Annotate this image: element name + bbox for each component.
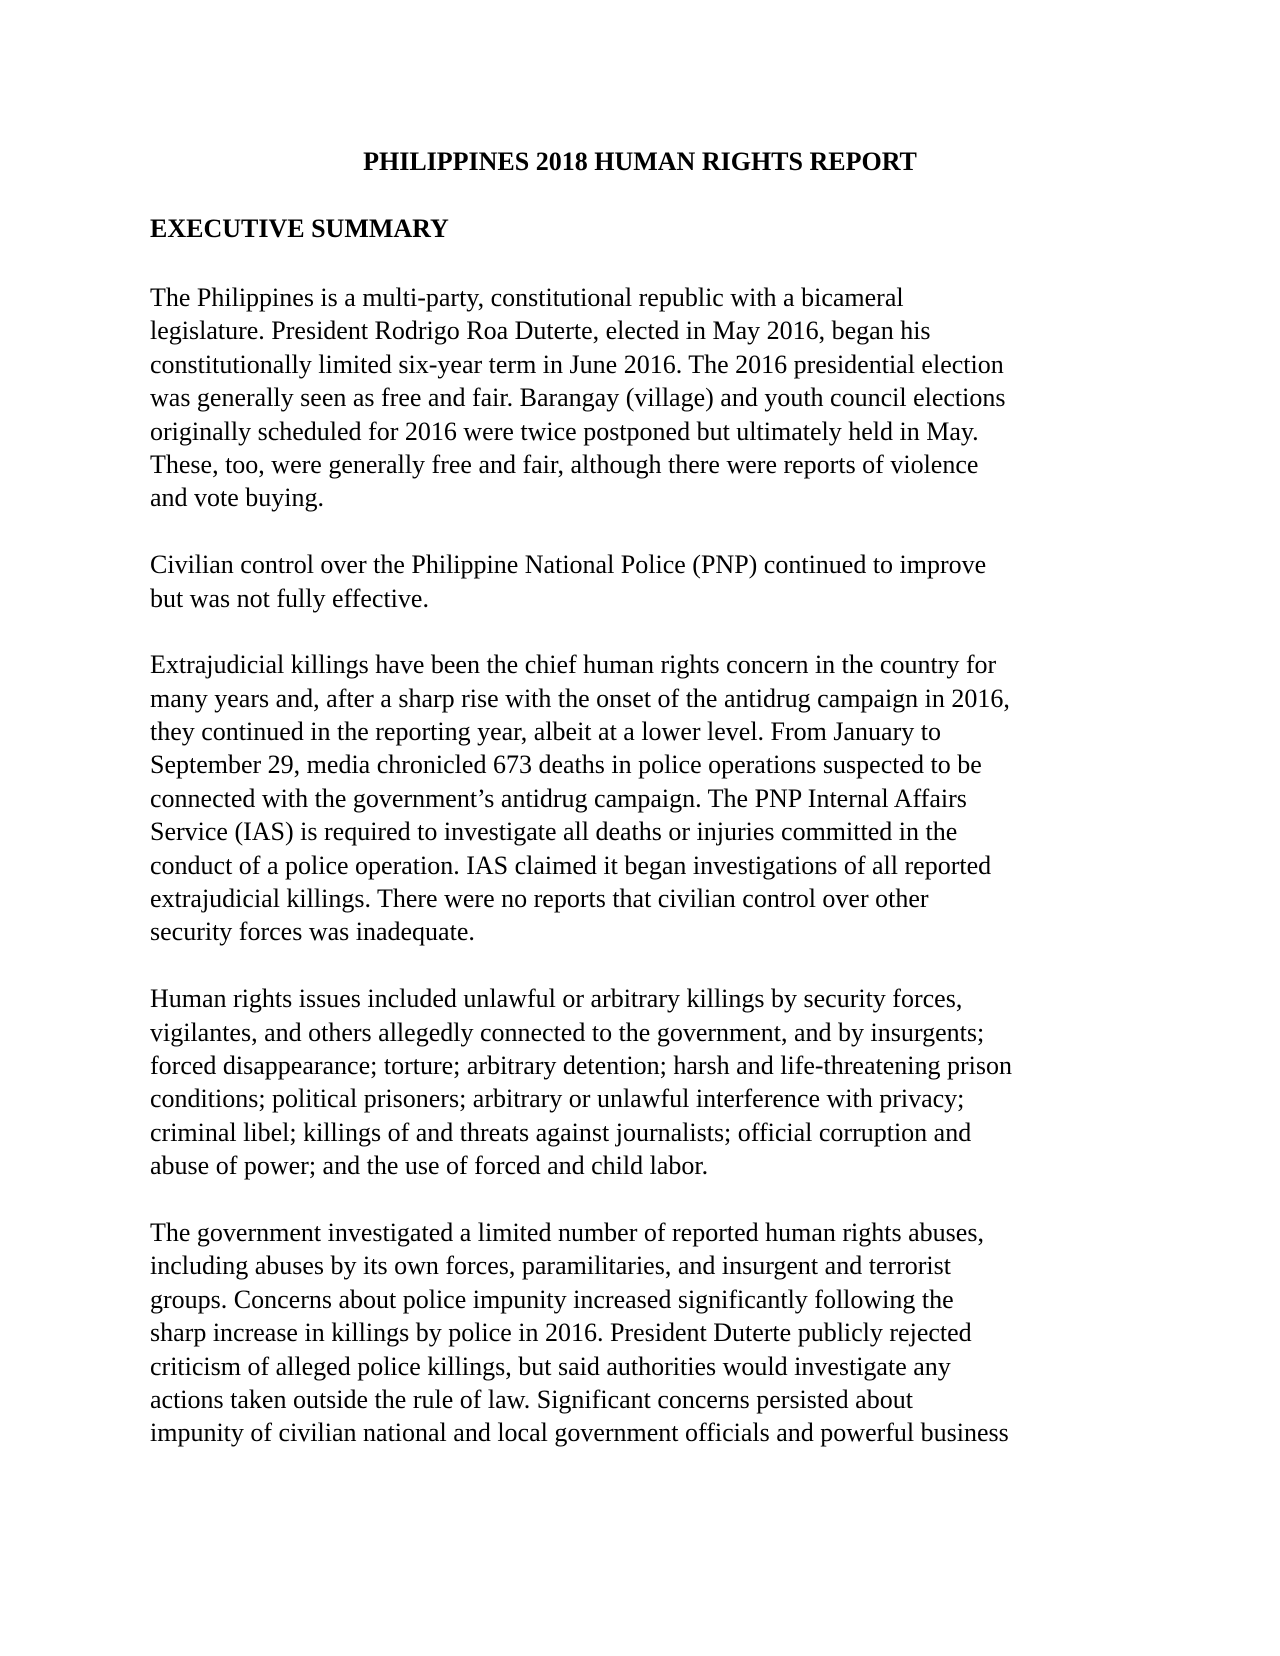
paragraph-line: constitutionally limited six-year term in June 2016. The 2016 presidential election [150,349,1004,379]
paragraph-line: including abuses by its own forces, paramilitaries, and insurgent and terrorist [150,1251,951,1281]
section-heading: EXECUTIVE SUMMARY [150,214,449,243]
paragraph-line: they continued in the reporting year, albeit at a lower level. From January to [150,717,941,747]
paragraph-line: abuse of power; and the use of forced and child labor. [150,1151,709,1181]
paragraph [150,982,1150,1182]
paragraph-line: criminal libel; killings of and threats against journalists; official corruption and [150,1117,972,1147]
document-body [150,281,1150,1483]
paragraph-line: groups. Concerns about police impunity increased significantly following the [150,1284,954,1314]
paragraph-line: was generally seen as free and fair. Barangay (village) and youth council elections [150,383,1006,413]
paragraph-line: vigilantes, and others allegedly connected to the government, and by insurgents; [150,1017,985,1047]
paragraph-line: sharp increase in killings by police in 2016. President Duterte publicly rejected [150,1318,972,1348]
paragraph-line: many years and, after a sharp rise with the onset of the antidrug campaign in 2016, [150,683,1010,713]
paragraph-line: Service (IAS) is required to investigate all deaths or injuries committed in the [150,817,958,847]
paragraph-line: but was not fully effective. [150,583,429,613]
paragraph-line: connected with the government’s antidrug campaign. The PNP Internal Affairs [150,783,967,813]
paragraph-line: security forces was inadequate. [150,917,475,947]
paragraph-line: originally scheduled for 2016 were twice postponed but ultimately held in May. [150,416,979,446]
paragraph-line: The Philippines is a multi-party, constitutional republic with a bicameral [150,283,904,312]
paragraph-line: actions taken outside the rule of law. Significant concerns persisted about [150,1384,913,1414]
paragraph [150,1216,1150,1450]
paragraph [150,281,1150,515]
paragraph-line: criticism of alleged police killings, but said authorities would investigate any [150,1351,951,1381]
paragraph-line: conditions; political prisoners; arbitrary or unlawful interference with privacy; [150,1084,965,1114]
paragraph-line: Human rights issues included unlawful or arbitrary killings by security forces, [150,984,963,1014]
paragraph-line: Civilian control over the Philippine National Police (PNP) continued to improve [150,550,987,580]
paragraph [150,548,1150,615]
document-title: PHILIPPINES 2018 HUMAN RIGHTS REPORT [363,147,917,176]
paragraph-line: legislature. President Rodrigo Roa Duterte, elected in May 2016, began his [150,316,931,346]
paragraph-line: impunity of civilian national and local government officials and powerful business [150,1418,1009,1448]
paragraph-line: September 29, media chronicled 673 deaths in police operations suspected to be [150,750,982,780]
paragraph-line: These, too, were generally free and fair, although there were reports of violence [150,449,979,479]
paragraph [150,648,1150,949]
paragraph-line: conduct of a police operation. IAS claimed it began investigations of all reported [150,850,992,880]
paragraph-line: The government investigated a limited number of reported human rights abuses, [150,1217,984,1247]
paragraph-line: Extrajudicial killings have been the chief human rights concern in the country for [150,650,997,680]
paragraph-line: extrajudicial killings. There were no reports that civilian control over other [150,884,929,914]
paragraph-line: forced disappearance; torture; arbitrary detention; harsh and life-threatening prison [150,1050,1012,1080]
paragraph-line: and vote buying. [150,483,325,513]
